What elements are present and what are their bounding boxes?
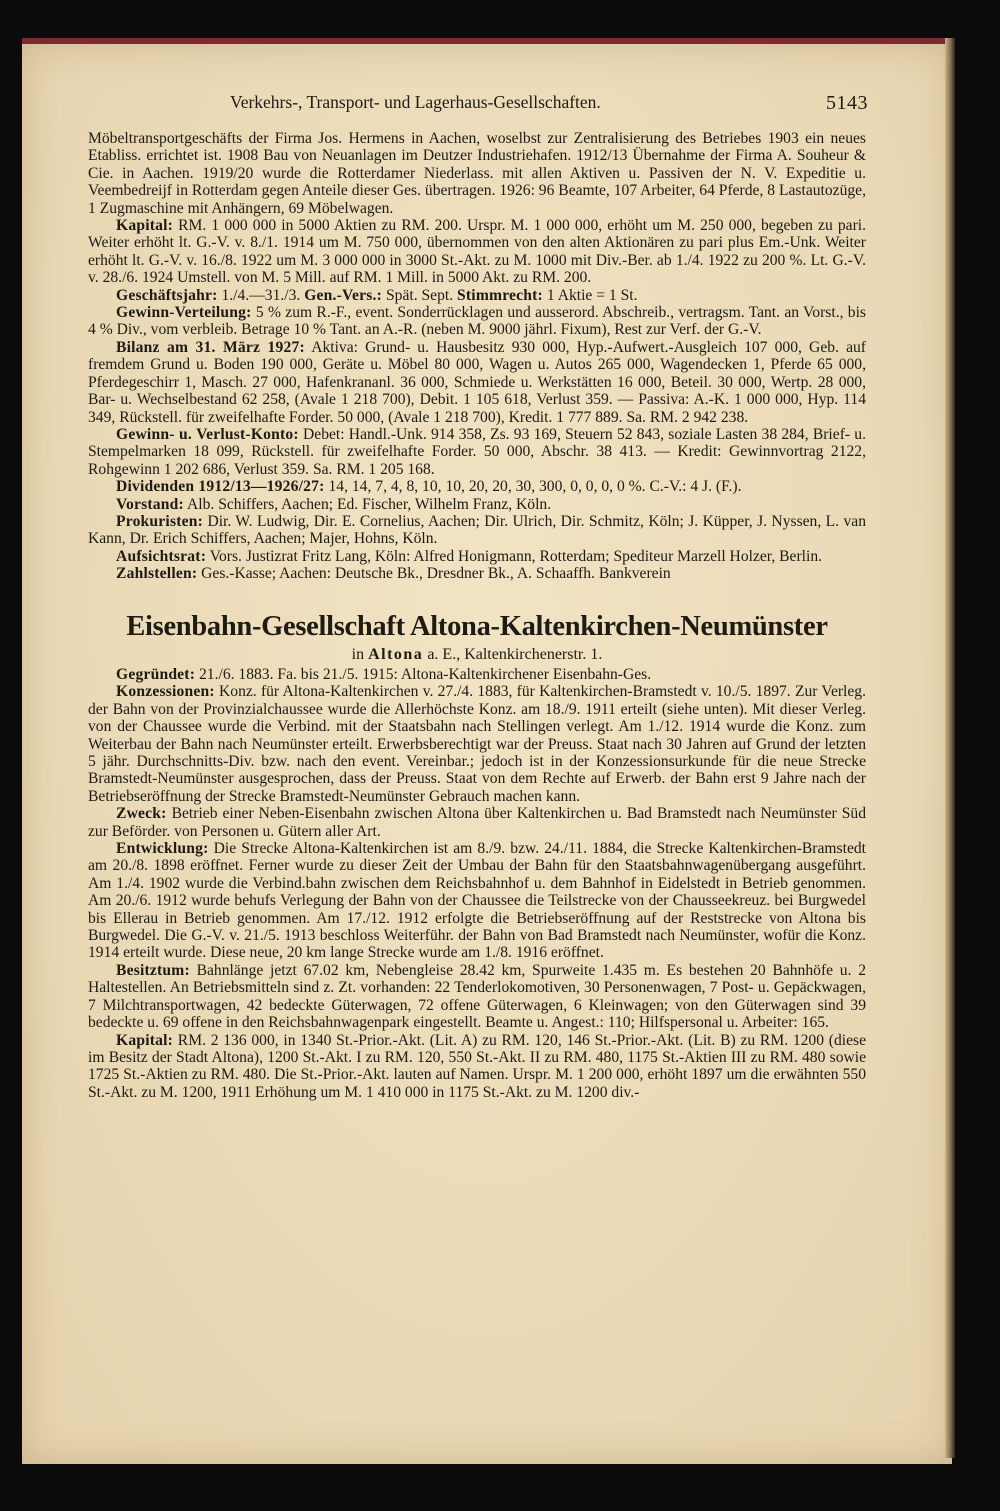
prokuristen-paragraph: Prokuristen: Dir. W. Ludwig, Dir. E. Cornelius, Aachen; Dir. Ulrich, Dir. Schmitz, Köln; J. Küpper, J. Nyssen, L. van Kann, Dr. Erich Schiffers, Aachen; Majer, Hohns, Köln.: [88, 512, 867, 548]
vorstand-paragraph: Vorstand: Alb. Schiffers, Aachen; Ed. Fischer, Wilhelm Franz, Köln.: [116, 495, 552, 513]
entwicklung-paragraph: Entwicklung: Die Strecke Altona-Kaltenkirchen ist am 8./9. bzw. 24./11. 1884, die Strecke Kaltenkirchen-Bramstedt am 20./8. 1898 eröffnet. Ferner wurde zu dieser Zeit der Umbau der Bahn für den Staatsbahnwagenübergang ausgeführt. Am 1./4. 1902 wurde die Verbind.bahn zwischen dem Reichsbahnhof u. dem Bahnhof in Eidelstedt in Betrieb genommen. Am 20./6. 1912 wurde behufs Verlegung der Bahn von der Chaussee die Teilstrecke von der Chausseekreuz. bei Burgwedel bis Ellerau in Betrieb genommen. Am 17./12. 1912 erfolgte die Betriebseröffnung auf der Reststrecke von Altona bis Burgwedel. Die G.-V. v. 21./5. 1913 beschloss Weiterführ. der Bahn von Bad Bramstedt nach Neumünster, wofür die Konz. 1914 erteilt wurde. Diese neue, 20 km lange Strecke wurde am 1./8. 1916 eröffnet.: [88, 840, 866, 962]
aufsichtsrat-paragraph: Aufsichtsrat: Vors. Justizrat Fritz Lang, Köln: Alfred Honigmann, Rotterdam; Spediteur Marzell Holzer, Berlin.: [116, 547, 823, 565]
gegruendet-paragraph: Gegründet: 21./6. 1883. Fa. bis 21./5. 1915: Altona-Kaltenkirchener Eisenbahn-Ges.: [116, 665, 652, 683]
kapital-paragraph: Kapital: RM. 1 000 000 in 5000 Aktien zu RM. 200. Urspr. M. 1 000 000, erhöht um M. 250 000, begeben zu pari. Weiter erhöht lt. G.-V. v. 8./1. 1914 um M. 750 000, übernommen von den alten Aktionären zu pari plus Em.-Unk. Weiter erhöht lt. G.-V. v. 16./8. 1922 um M. 3 000 000 in 3000 St.-Akt. zu M. 1000 mit Div.-Ber. ab 1./4. 1922 zu 200 %. Lt. G.-V. v. 28./6. 1924 Umstell. von M. 5 Mill. auf RM. 1 Mill. in 5000 Akt. zu RM. 200.: [88, 217, 866, 287]
zweck-paragraph: Zweck: Betrieb einer Neben-Eisenbahn zwischen Altona über Kaltenkirchen u. Bad Bramstedt nach Neumünster Süd zur Beförder. von Personen u. Gütern aller Art.: [88, 805, 867, 840]
header-title: Verkehrs-, Transport- und Lagerhaus-Gesellschaften.: [230, 92, 601, 112]
running-header: [88, 92, 868, 116]
konzessionen-paragraph: Konzessionen: Konz. für Altona-Kaltenkirchen v. 27./4. 1883, für Kaltenkirchen-Bramstedt v. 10./5. 1897. Zur Verleg. der Bahn von der Provinzialchaussee wurde die Allerhöchste Konz. am 18./9. 1911 erteilt (siehe unten). Mit dieser Verleg. von der Chaussee wurde die Verbind. mit der Staatsbahn nach Stellingen verlegt. Am 1./12. 1914 wurde die Konz. zum Weiterbau der Bahn nach Neumünster erteilt. Erwerbsberechtigt war der Preuss. Staat nach 30 Jahren auf Grund der letzten 5 jähr. Durchschnitts-Div. bzw. nach den event. Vereinbar.; jedoch ist in der Konzessionsurkunde für die neue Strecke Bramstedt-Neumünster ausgesprochen, dass der Preuss. Staat von dem Rechte auf Erwerb. der Bahn erst 9 Jahre nach der Betriebseröffnung der Strecke Bramstedt-Neumünster Gebrauch machen kann.: [88, 683, 867, 805]
gewinnverteilung-paragraph: Gewinn-Verteilung: 5 % zum R.-F., event. Sonderrücklagen und ausserord. Abschreib., vertragsm. Tant. an Vorst., bis 4 % Div., vom verbleib. Betrage 10 % Tant. an A.-R. (neben M. 9000 jährl. Fixum), Rest zur Verf. der G.-V.: [88, 304, 866, 339]
page-number: 5143: [826, 92, 868, 114]
geschaeftsjahr-paragraph: Geschäftsjahr: 1./4.—31./3. Gen.-Vers.: Spät. Sept. Stimmrecht: 1 Aktie = 1 St.: [116, 286, 638, 304]
bilanz-paragraph: Bilanz am 31. März 1927: Aktiva: Grund- u. Hausbesitz 930 000, Hyp.-Aufwert.-Ausgleich 107 000, Geb. auf fremdem Grund u. Boden 190 000, Geräte u. Möbel 80 000, Wagen u. Autos 265 000, Wagendecken 1, Pferde 65 000, Pferdegeschirr 1, Masch. 27 000, Hafenkrananl. 36 000, Schmiede u. Werkstätten 16 000, Beteil. 30 000, Wertp. 28 000, Bar- u. Wechselbestand 62 258, (Avale 1 218 700), Debit. 1 105 618, Verlust 359. — Passiva: A.-K. 1 000 000, Hyp. 114 349, Rückstell. für zweifelhafte Forder. 50 000, (Avale 1 218 700), Kredit. 1 777 889. Sa. RM. 2 942 238.: [88, 338, 866, 426]
dividenden-paragraph: Dividenden 1912/13—1926/27: 14, 14, 7, 4, 8, 10, 10, 20, 20, 30, 300, 0, 0, 0, 0 %. C.-V.: 4 J. (F.).: [116, 478, 742, 496]
company-address: in Altona a. E., Kaltenkirchenerstr. 1.: [351, 645, 603, 663]
page-edge: [945, 38, 955, 1458]
company-history-continued: Möbeltransportgeschäfts der Firma Jos. Hermens in Aachen, woselbst zur Zentralisierung des Betriebes 1903 ein neues Etabliss. errichtet ist. 1908 Bau von Neuanlagen im Deutzer Industriehafen. 1912/13 Übernahme der Firma A. Souheur & Cie. in Aachen. 1919/20 wurde die Rotterdamer Niederlass. mit allen Aktiven u. Passiven der N. V. Expeditie u. Veembedreijf in Rotterdam gegen Anteile dieser Ges. übertragen. 1926: 96 Beamte, 107 Arbeiter, 64 Pferde, 8 Lastautozüge, 1 Zugmaschine mit Anhängern, 69 Möbelwagen.: [88, 130, 866, 217]
company-kapital-paragraph: Kapital: RM. 2 136 000, in 1340 St.-Prior.-Akt. (Lit. A) zu RM. 120, 146 St.-Prior.-Akt. (Lit. B) zu RM. 1200 (diese im Besitz der Stadt Altona), 1200 St.-Akt. I zu RM. 120, 550 St.-Akt. II zu RM. 480, 1175 St.-Aktien III zu RM. 480 sowie 1725 St.-Aktien zu RM. 480. Die St.-Prior.-Akt. lauten auf Namen. Urspr. M. 1 200 000, erhöht 1897 um die erwähnten 550 St.-Akt. zu M. 1200, 1911 Erhöhung um M. 1 410 000 in 1175 St.-Akt. zu M. 1200 div.-: [88, 1031, 866, 1101]
besitztum-paragraph: Besitztum: Bahnlänge jetzt 67.02 km, Nebengleise 28.42 km, Spurweite 1.435 m. Es bestehen 20 Bahnhöfe u. 2 Haltestellen. An Betriebsmitteln sind z. Zt. vorhanden: 22 Tenderlokomotiven, 30 Personenwagen, 7 Post- u. Gepäckwagen, 7 Milchtransportwagen, 42 bedeckte Güterwagen, 72 offene Güterwagen, 6 Kleinwagen; von den Güterwagen sind 39 bedeckte u. 69 offene in den Reichsbahnwagenpark eingestellt. Beamte u. Angest.: 110; Hilfspersonal u. Arbeiter: 165.: [88, 961, 866, 1032]
guv-paragraph: Gewinn- u. Verlust-Konto: Debet: Handl.-Unk. 914 358, Zs. 93 169, Steuern 52 843, soziale Lasten 38 284, Brief- u. Stempelmarken 18 099, Rückstell. für zweifelhafte Forder. 50 000, Abschr. 38 413. — Kredit: Gewinnvortrag 2122, Rohgewinn 1 202 686, Verlust 359. Sa. RM. 1 205 168.: [88, 425, 866, 478]
zahlstellen-paragraph: Zahlstellen: Ges.-Kasse; Aachen: Deutsche Bk., Dresdner Bk., A. Schaaffh. Bankverein: [116, 565, 671, 583]
company-title: Eisenbahn-Gesellschaft Altona-Kaltenkirchen-Neumünster: [126, 610, 828, 642]
text-column: [88, 130, 866, 1101]
